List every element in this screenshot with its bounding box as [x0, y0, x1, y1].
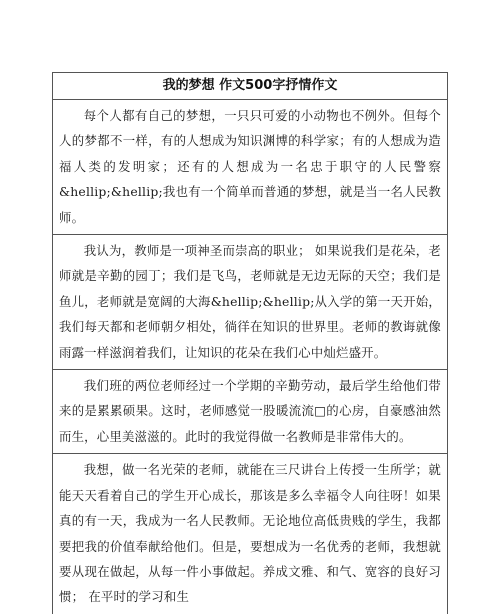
- paragraph-2: 我认为，教师是一项神圣而崇高的职业； 如果说我们是花朵，老师就是辛勤的园丁；我们是飞鸟，老师就是无边无际的天空；我们是鱼儿，老师就是宽阔的大海&hellip;&hellip;从入学的第一天开始，我们每天都和老师朝夕相处，徜徉在知识的世界里。老师的教诲就像雨露一样滋润着我们，让知识的花朵在我们心中灿烂盛开。: [53, 235, 447, 370]
- essay-title: 我的梦想 作文500字抒情作文: [53, 73, 447, 100]
- paragraph-3: 我们班的两位老师经过一个学期的辛勤劳动，最后学生给他们带来的是累累硕果。这时，老师感觉一股暖流流□的心房，自豪感油然而生，心里美滋滋的。此时的我觉得做一名教师是非常伟大的。: [53, 370, 447, 454]
- essay-table: [52, 72, 448, 614]
- paragraph-1: 每个人都有自己的梦想，一只只可爱的小动物也不例外。但每个人的梦都不一样，有的人想成为知识渊博的科学家；有的人想成为造福人类的发明家；还有的人想成为一名忠于职守的人民警察&hellip;&hellip;我也有一个简单而普通的梦想，就是当一名人民教师。: [53, 100, 447, 235]
- paragraph-4: 我想，做一名光荣的老师，就能在三尺讲台上传授一生所学；就能天天看着自己的学生开心成长，那该是多么幸福令人向往呀！如果真的有一天，我成为一名人民教师。无论地位高低贵贱的学生，我都要把我的价值奉献给他们。但是，要想成为一名优秀的老师，我想就要从现在做起，从每一件小事做起。养成文雅、和气、宽容的良好习惯； 在平时的学习和生: [59, 462, 441, 605]
